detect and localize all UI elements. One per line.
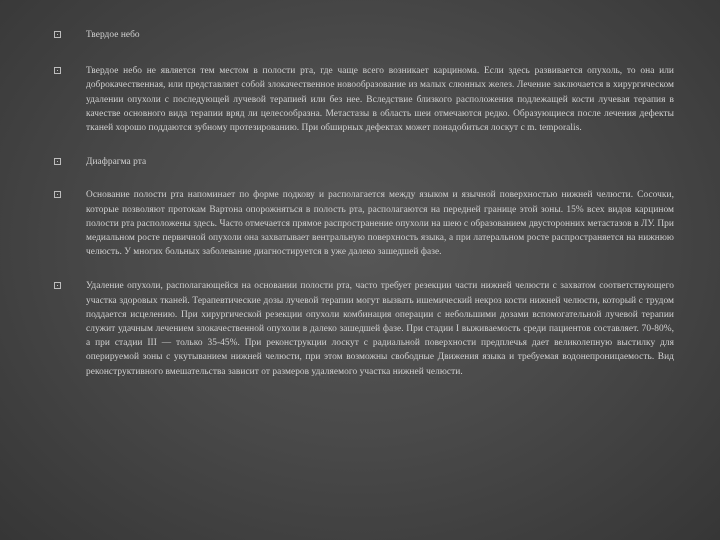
square-bullet-icon xyxy=(54,191,61,198)
bullet-item-mouth-floor-heading xyxy=(54,155,674,169)
square-bullet-icon xyxy=(54,158,61,165)
square-bullet-icon xyxy=(54,282,61,289)
bullet-item-mouth-floor-text xyxy=(54,188,674,259)
bullet-text: Твердое небо xyxy=(86,30,140,40)
slide-content xyxy=(54,28,674,398)
bullet-item-hard-palate-heading xyxy=(54,28,674,42)
square-bullet-icon xyxy=(54,67,61,74)
bullet-item-tumor-removal-text xyxy=(54,279,674,378)
square-bullet-icon xyxy=(54,31,61,38)
bullet-text: Твердое небо не является тем местом в полости рта, где чаще всего возникает карцинома. Если здесь развивается опухоль, то она или доброкачественная, или представляет собой злокачественное новообразование из малых слюнных желез. Лечение заключается в хирургическом удалении опухоли с последующей лучевой терапией или без нее. Вследствие близкого расположения подлежащей кости лучевая терапия в качестве основного вида терапии вряд ли целесообразна. Метастазы в область шеи отмечаются редко. Образующиеся после лечения дефекты тканей хорошо поддаются зубному протезированию. При обширных дефектах может понадобиться лоскут с m. temporalis. xyxy=(86,66,674,134)
bullet-text: Основание полости рта напоминает по форме подкову и располагается между языком и язычной поверхностью нижней челюсти. Сосочки, которые позволяют протокам Вартона опорожняться в полость рта, располагаются на передней границе этой зоны. 15% всех видов карцином полости рта расположены здесь. Часто отмечается прямое распространение опухоли на шею с образованием двусторонних метастазов в ЛУ. При медиальном росте первичной опухоли она захватывает вентральную поверхность языка, а при латеральном росте распространяется на нижнюю челюсть. У многих больных заболевание диагностируется в уже далеко зашедшей фазе. xyxy=(86,190,674,258)
bullet-item-hard-palate-text xyxy=(54,64,674,135)
bullet-text: Диафрагма рта xyxy=(86,157,147,168)
bullet-text: Удаление опухоли, располагающейся на основании полости рта, часто требует резекции части нижней челюсти с захватом соответствующего участка здоровых тканей. Терапевтические дозы лучевой терапии могут вызвать ишемический некроз кости нижней челюсти, который с трудом поддается исцелению. При хирургической резекции опухоли комбинация операции с небольшими дозами вспомогательной лучевой терапии служит удачным лечением злокачественной опухоли в далеко зашедшей фазе. При стадии I выживаемость среди пациентов составляет. 70-80%, а при стадии III — только 35-45%. При реконструкции лоскут с радиальной поверхности предплечья дает великолепную выстилку для оперируемой зоны с укутыванием нижней челюсти, при этом возможны свободные Движения языка и требуемая водонепроницаемость. Вид реконструктивного вмешательства зависит от размеров удаляемого участка нижней челюсти. xyxy=(86,281,674,377)
